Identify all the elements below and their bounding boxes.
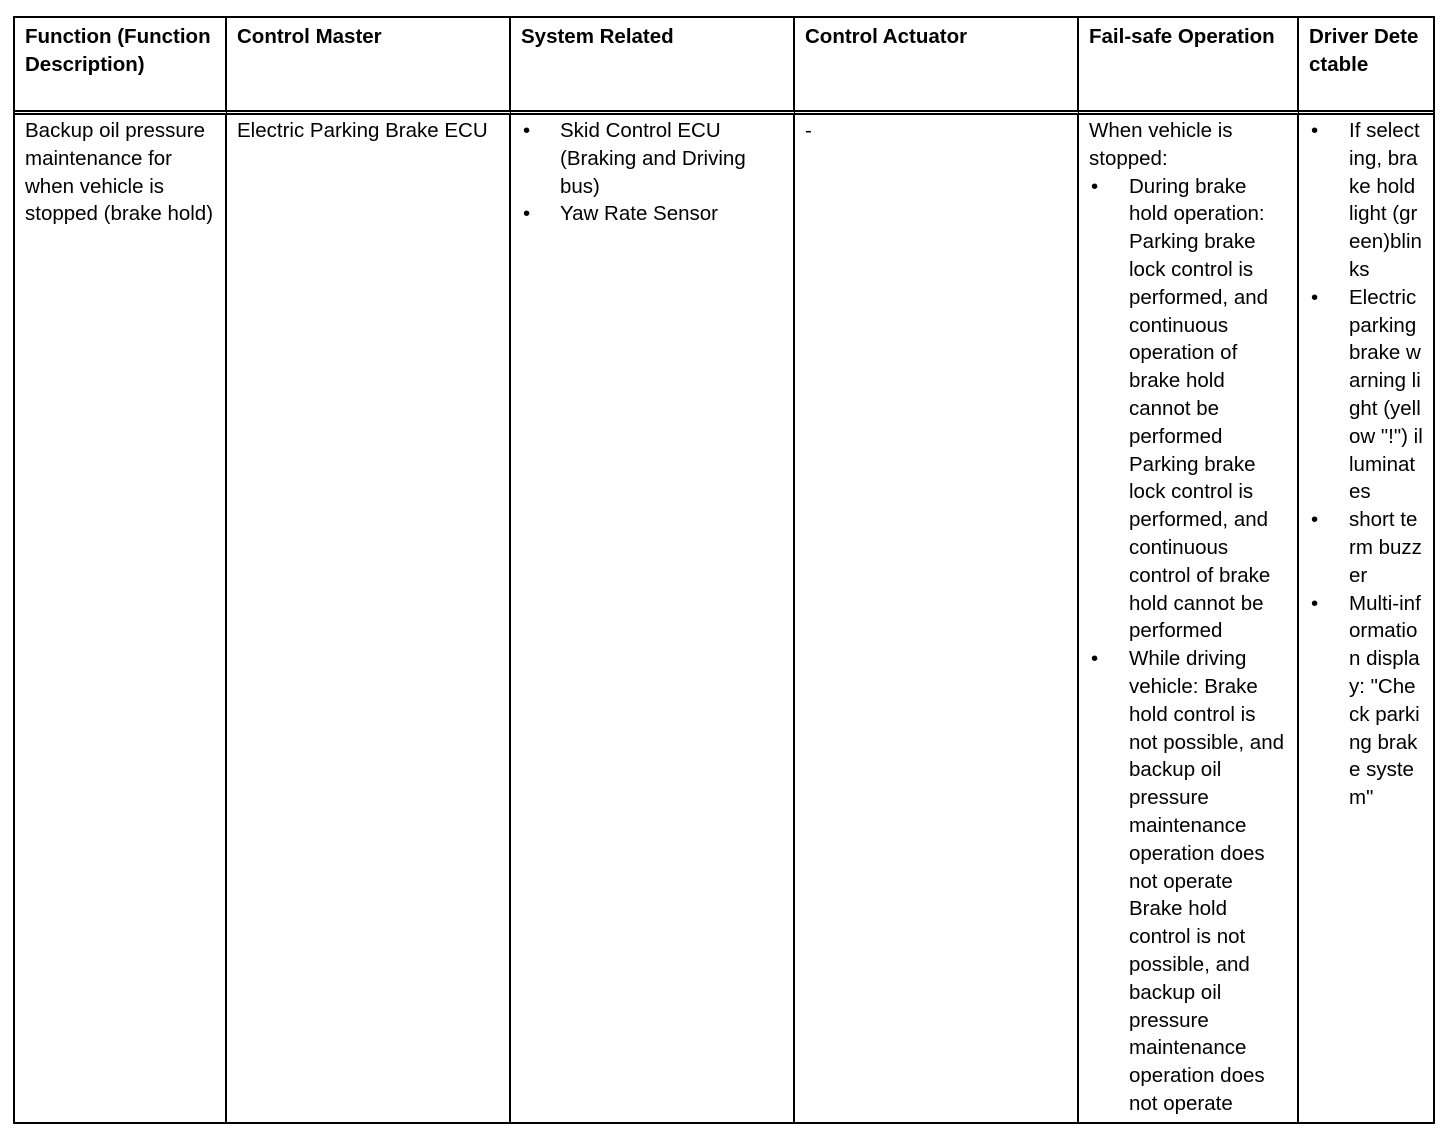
- header-fail-safe: Fail-safe Operation: [1079, 18, 1299, 115]
- system-related-list: [521, 117, 783, 228]
- fail-safe-item-extra: Brake hold control is not possible, and backup oil pressure maintenance operation does not operate: [1129, 897, 1265, 1115]
- fail-safe-item-label: • During brake hold operation: Parking brake lock control is performed, and continuous operation of brake hold cannot be performed: [1129, 174, 1269, 448]
- header-system-related: System Related: [511, 18, 795, 115]
- list-item: • Skid Control ECU (Braking and Driving bus): [521, 117, 783, 200]
- list-item: • Electric parking brake warning light (yellow "!") illuminates: [1309, 284, 1423, 506]
- fail-safe-item-extra: Parking brake lock control is performed, and continuous control of brake hold cannot be performed: [1129, 452, 1271, 643]
- cell-control-actuator: -: [795, 115, 1079, 1122]
- cell-function: Backup oil pressure maintenance for when vehicle is stopped (brake hold): [15, 115, 227, 1122]
- driver-detectable-list: [1309, 117, 1423, 812]
- cell-fail-safe: [1079, 115, 1299, 1122]
- list-item: • If selecting, brake hold light (green)blinks: [1309, 117, 1423, 284]
- fail-safe-item-label: • While driving vehicle: Brake hold control is not possible, and backup oil pressure maintenance operation does not operate: [1129, 647, 1285, 893]
- header-control-master: Control Master: [227, 18, 511, 115]
- table-header-row: [15, 18, 1433, 115]
- header-driver-detectable: Driver Detectable: [1299, 18, 1433, 115]
- function-table: [13, 16, 1435, 1124]
- table-row: [15, 115, 1433, 1122]
- cell-driver-detectable: [1299, 115, 1433, 1122]
- header-control-actuator: Control Actuator: [795, 18, 1079, 115]
- list-item: [1089, 645, 1287, 1118]
- list-item: • short term buzzer: [1309, 506, 1423, 589]
- list-item: • Multi-information display: "Check parking brake system": [1309, 590, 1423, 812]
- cell-system-related: [511, 115, 795, 1122]
- fail-safe-intro: When vehicle is stopped:: [1089, 119, 1233, 170]
- cell-control-master: Electric Parking Brake ECU: [227, 115, 511, 1122]
- header-function: Function (Function Description): [15, 18, 227, 115]
- fail-safe-list: [1089, 173, 1287, 1118]
- list-item: • Yaw Rate Sensor: [521, 200, 783, 228]
- list-item: [1089, 173, 1287, 646]
